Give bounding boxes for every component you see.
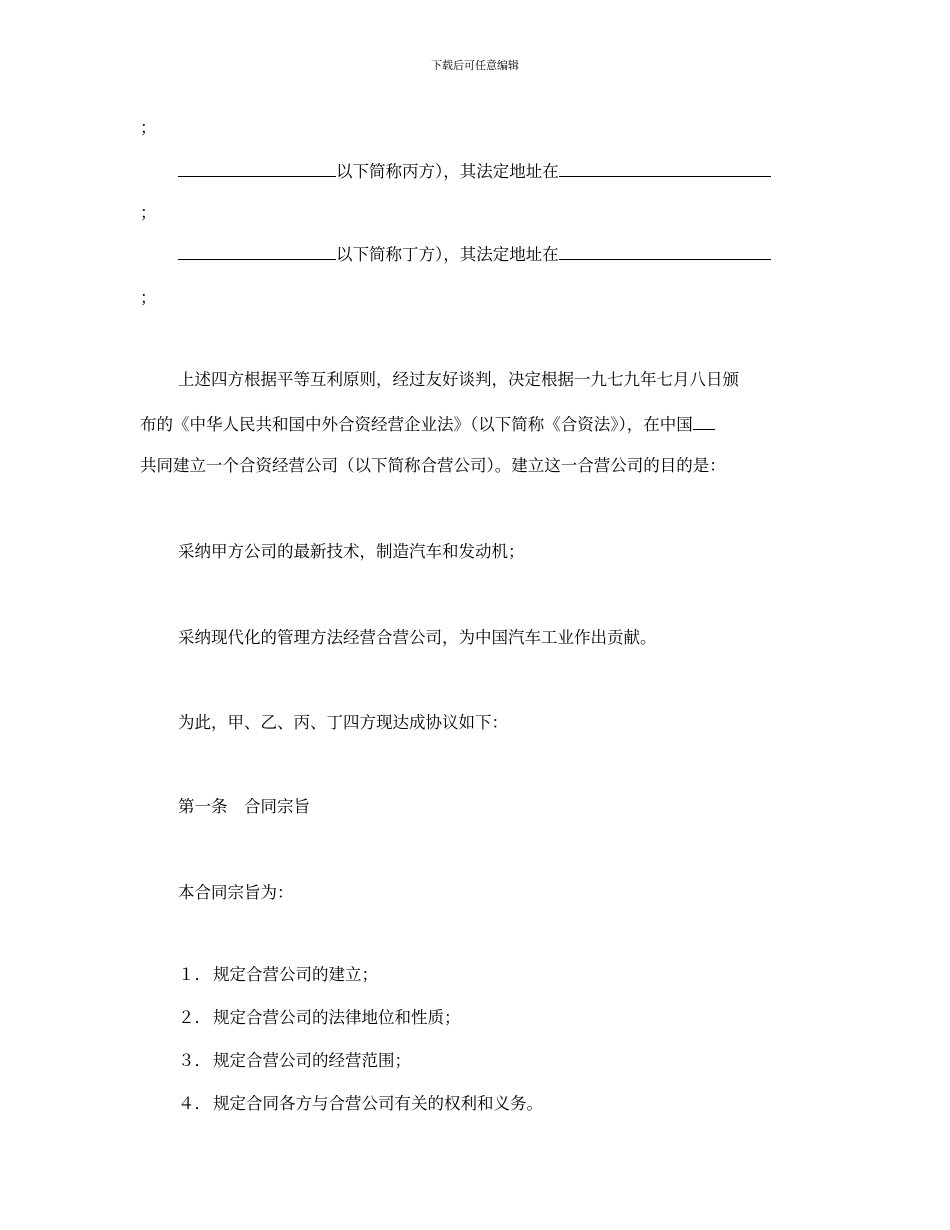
location-blank [693,413,715,430]
article-1-intro: 本合同宗旨为： [178,883,294,902]
list-item-text: 规定合营公司的建立； [213,965,378,984]
list-item-number: １． [178,965,211,984]
semicolon-2: ； [140,203,157,222]
party-c-text: 以下简称丙方），其法定地址在 [336,162,559,181]
party-c-name-blank [178,160,336,177]
list-item-3 [178,1051,411,1071]
list-item-number: ３． [178,1051,211,1070]
semicolon-1: ； [140,118,157,137]
purpose-2: 采纳现代化的管理方法经营合营公司，为中国汽车工业作出贡献。 [178,628,657,647]
party-d-name-blank [178,243,336,260]
list-item-1 [178,965,378,985]
agreement-statement: 为此，甲、乙、丙、丁四方现达成协议如下： [178,713,508,732]
preamble-line-1: 上述四方根据平等互利原则，经过友好谈判，决定根据一九七九年七月八日颁 [178,370,739,389]
preamble-line-2-text: 布的《中华人民共和国中外合资经营企业法》（以下简称《合资法》），在中国 [140,415,693,434]
list-item-4 [178,1094,543,1114]
party-d-address-blank [559,243,771,260]
article-1-title: 第一条 合同宗旨 [178,797,310,816]
list-item-text: 规定合营公司的法律地位和性质； [213,1008,461,1027]
party-d-text: 以下简称丁方），其法定地址在 [336,245,559,264]
semicolon-3: ； [140,288,157,307]
preamble-line-2 [140,413,715,435]
list-item-number: ２． [178,1008,211,1027]
list-item-text: 规定合营公司的经营范围； [213,1051,411,1070]
party-d-line [178,243,771,265]
party-c-address-blank [559,160,771,177]
preamble-line-3: 共同建立一个合资经营公司（以下简称合营公司）。建立这一合营公司的目的是： [140,456,726,475]
party-c-line [178,160,771,182]
list-item-text: 规定合同各方与合营公司有关的权利和义务。 [213,1094,543,1113]
list-item-2 [178,1008,461,1028]
page-header: 下载后可任意编辑 [431,59,519,72]
list-item-number: ４． [178,1094,211,1113]
purpose-1: 采纳甲方公司的最新技术，制造汽车和发动机； [178,542,525,561]
